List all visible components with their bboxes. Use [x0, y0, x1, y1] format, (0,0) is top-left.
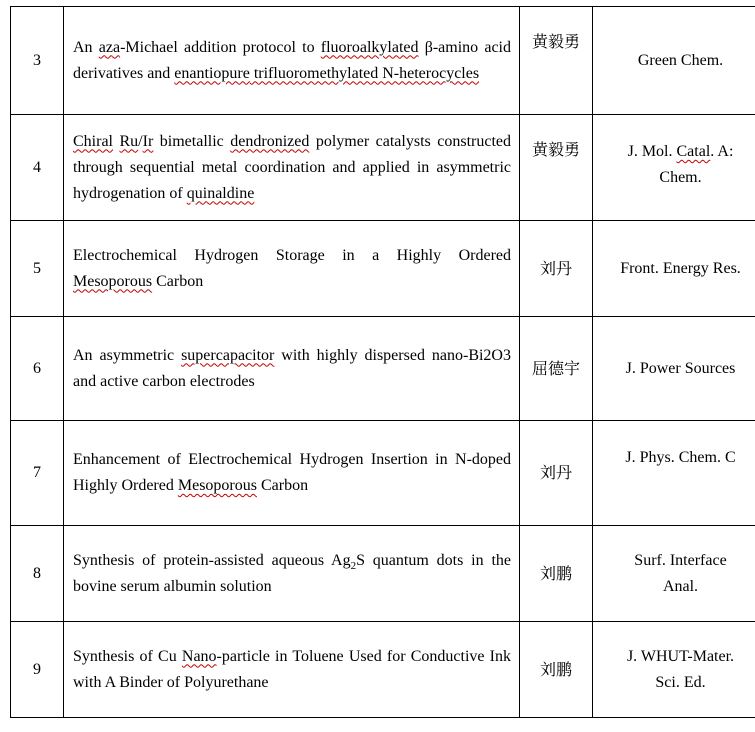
- row-number: 3: [11, 7, 64, 115]
- author-name: 屈德宇: [520, 317, 593, 421]
- table-row: [11, 526, 755, 622]
- paper-title: Synthesis of protein-assisted aqueous $Ag_2S$ quantum dots in the bovine serum albumin solution: [64, 526, 520, 622]
- row-number: 4: [11, 115, 64, 221]
- journal-name: J. Phys. Chem. C: [593, 421, 755, 526]
- table-row: [11, 421, 755, 526]
- paper-title: An asymmetric supercapacitor with highly dispersed nano-Bi2O3 and active carbon electrodes: [64, 317, 520, 421]
- author-name: 黄毅勇: [520, 115, 593, 221]
- author-name: 刘鹏: [520, 526, 593, 622]
- author-name: 刘丹: [520, 221, 593, 317]
- journal-name: Surf. Interface Anal.: [593, 526, 755, 622]
- journal-name: Green Chem.: [593, 7, 755, 115]
- table-row: [11, 7, 755, 115]
- journal-name: Front. Energy Res.: [593, 221, 755, 317]
- author-name: 黄毅勇: [520, 7, 593, 115]
- row-number: 7: [11, 421, 64, 526]
- row-number: 6: [11, 317, 64, 421]
- row-number: 9: [11, 622, 64, 718]
- journal-name: J. WHUT-Mater. Sci. Ed.: [593, 622, 755, 718]
- table-row: [11, 622, 755, 718]
- row-number: 8: [11, 526, 64, 622]
- paper-title: Electrochemical Hydrogen Storage in a Highly Ordered Mesoporous Carbon: [64, 221, 520, 317]
- paper-title: An aza-Michael addition protocol to fluoroalkylated β-amino acid derivatives and enantiopure trifluoromethylated N-heterocycles: [64, 7, 520, 115]
- paper-title: Chiral Ru/Ir bimetallic dendronized polymer catalysts constructed through sequential metal coordination and applied in asymmetric hydrogenation of quinaldine: [64, 115, 520, 221]
- author-name: 刘丹: [520, 421, 593, 526]
- paper-title: Enhancement of Electrochemical Hydrogen Insertion in N-doped Highly Ordered Mesoporous Carbon: [64, 421, 520, 526]
- publications-table: [10, 6, 755, 718]
- paper-title: Synthesis of Cu Nano-particle in Toluene Used for Conductive Ink with A Binder of Polyurethane: [64, 622, 520, 718]
- author-name: 刘鹏: [520, 622, 593, 718]
- journal-name: J. Power Sources: [593, 317, 755, 421]
- table-row: [11, 115, 755, 221]
- table-row: [11, 221, 755, 317]
- table-row: [11, 317, 755, 421]
- journal-name: J. Mol. Catal. A: Chem.: [593, 115, 755, 221]
- row-number: 5: [11, 221, 64, 317]
